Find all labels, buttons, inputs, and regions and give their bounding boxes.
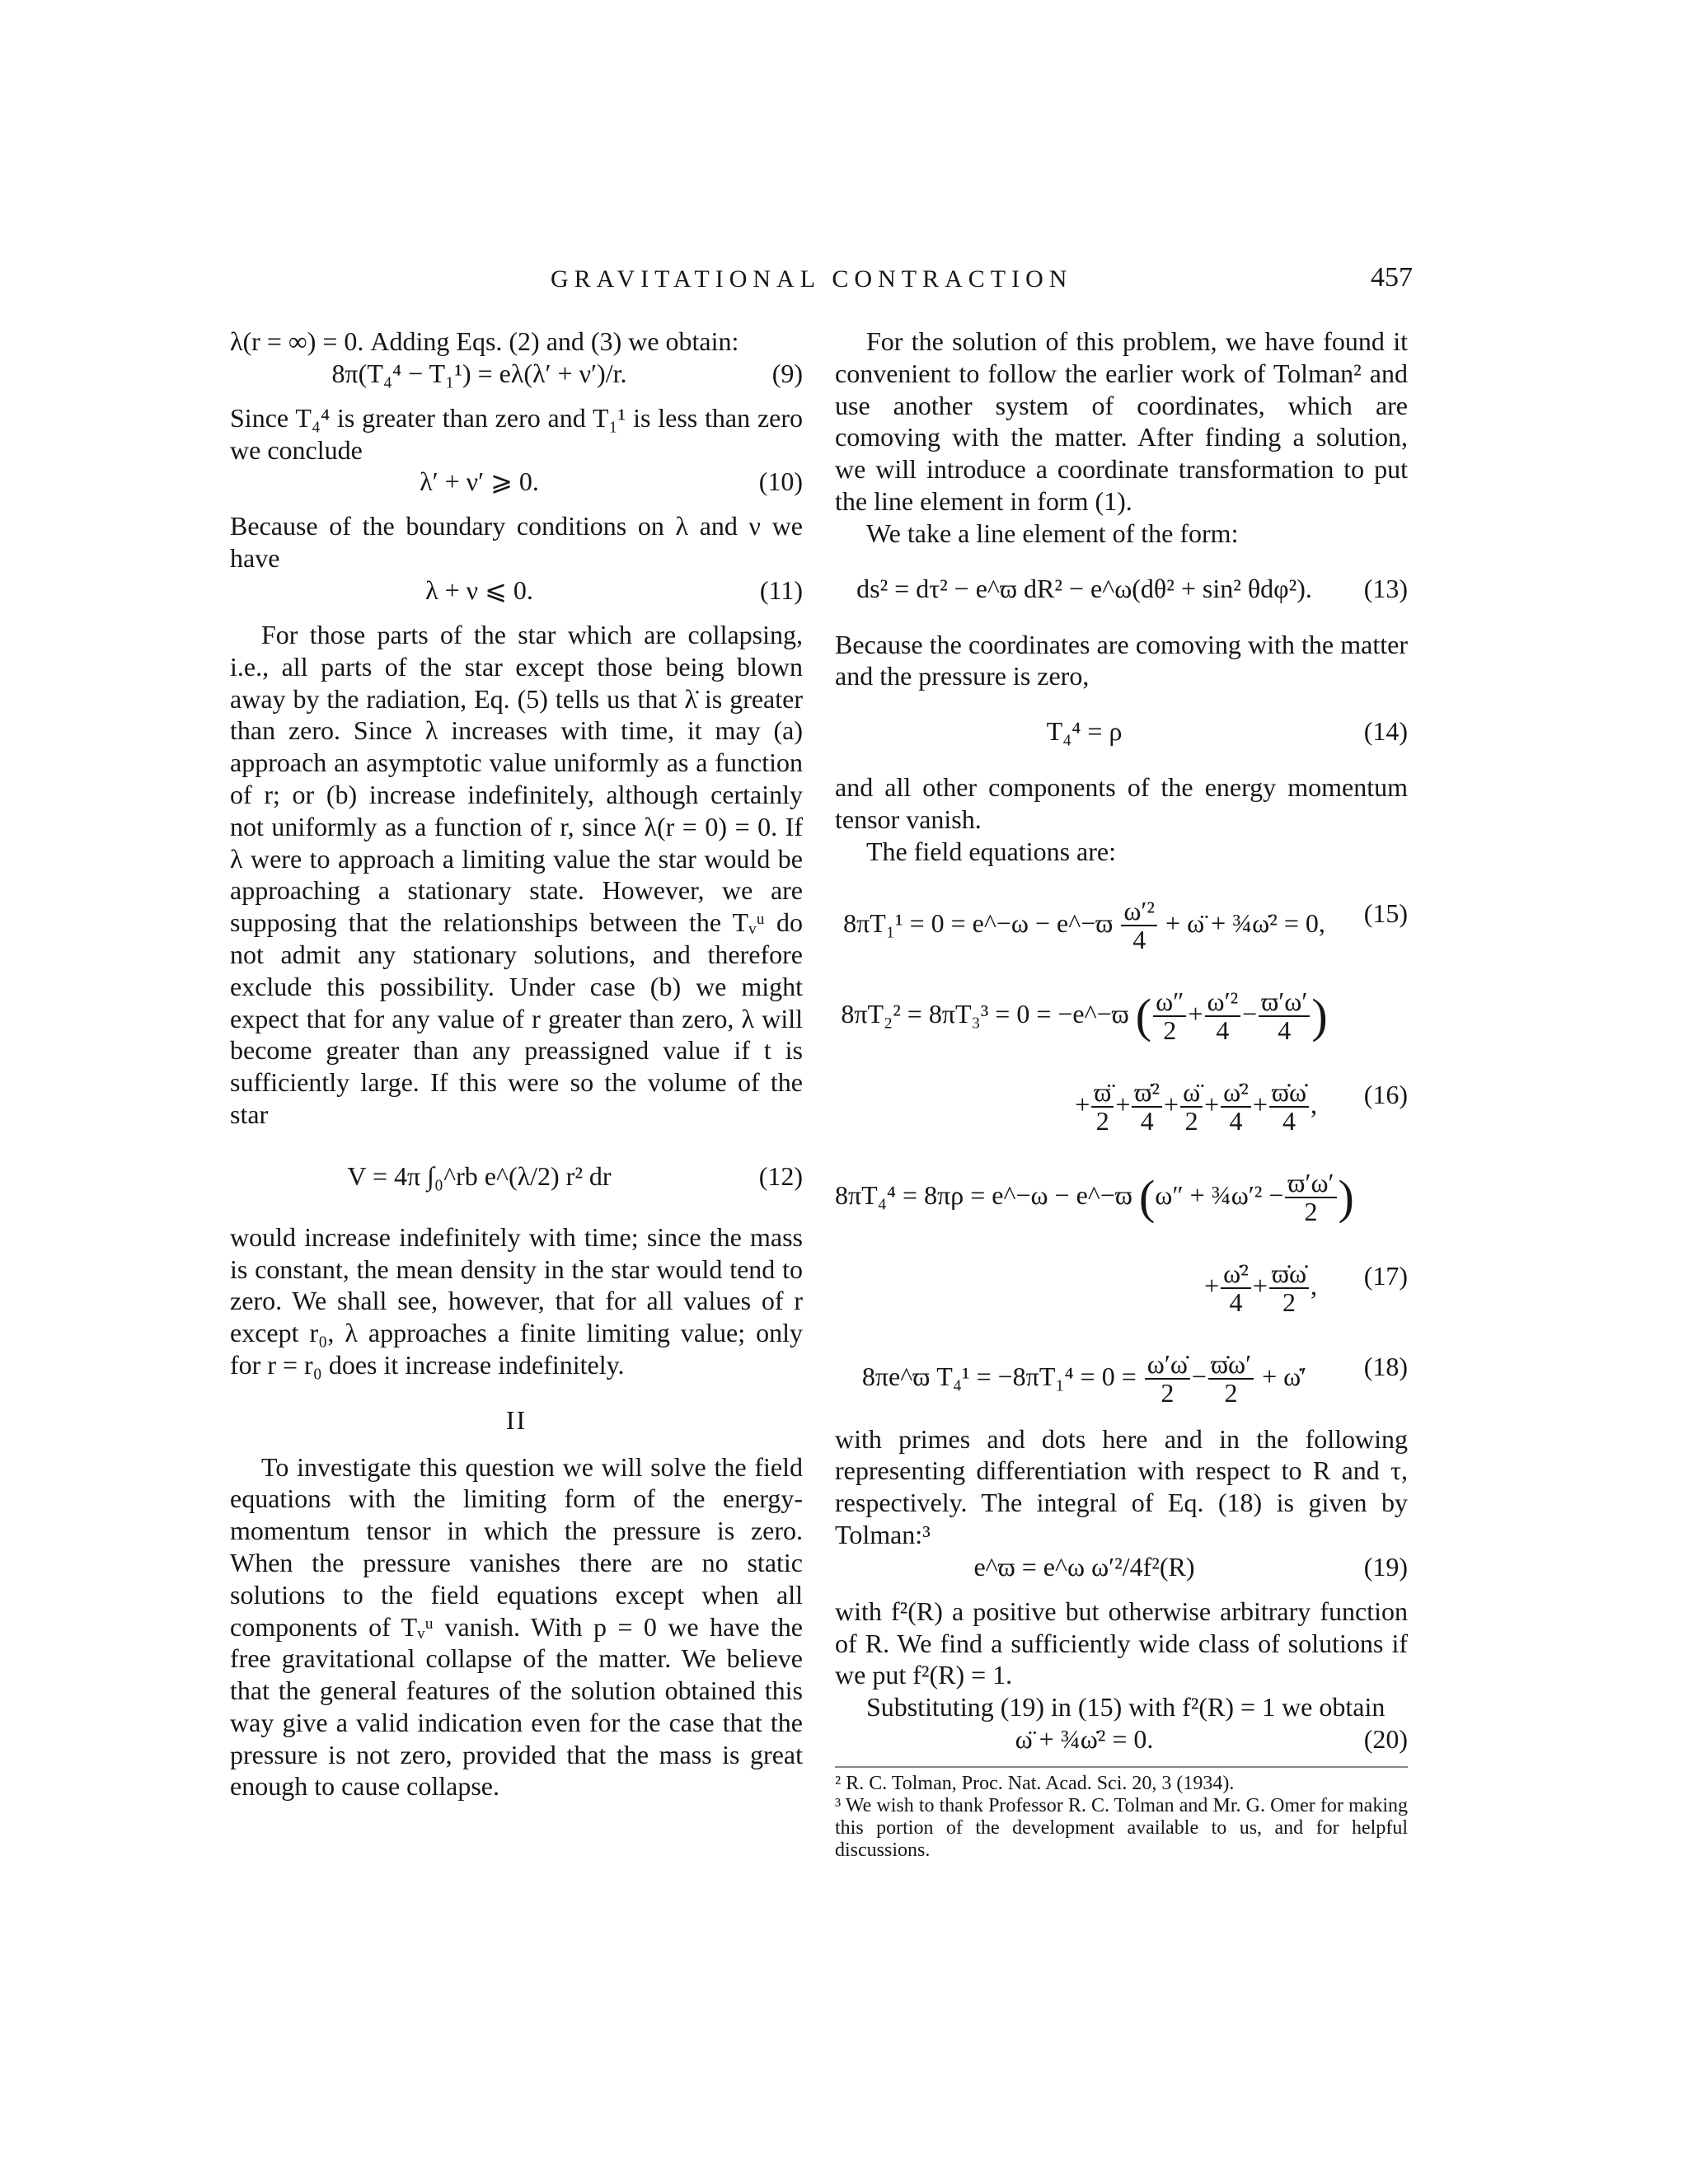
paragraph: Because the coordinates are comoving with the matter and the pressure is zero, — [835, 629, 1408, 691]
equation-body: e^ϖ = e^ω ω′²/4f²(R) — [973, 1551, 1195, 1582]
equation-body: + $\frac{\text{ω̇²}}{4}$ + $\frac{ϖ̇\omegȧ}{2}$ , — [1204, 1258, 1317, 1318]
fraction — [1205, 988, 1241, 1045]
paragraph: For the solution of this problem, we have found it convenient to follow the earlier work of Tolman² and use another system of coordinates, which are comoving with the matter. After finding a solution, we will introduce a coordinate transformation to put the line element in form (1). — [835, 326, 1408, 516]
equation-number: (12) — [758, 1160, 803, 1191]
page-number: 457 — [1371, 262, 1413, 293]
paragraph: For those parts of the star which are collapsing, i.e., all parts of the star except those being blown away by the radiation, Eq. (5) tells us that λ̇ is greater than zero. Since λ increases with time, it may (a) approach an asymptotic value uniformly as a function of r; or (b) increase indefinitely, although certainly not uniformly as a function of r, since λ(r = 0) = 0. If λ were to approach a limiting value the star would be approaching a stationary state. However, we are supposing that the relationships between the Tᵥᵘ do not admit any stationary solutions, and therefore exclude this possibility. Under case (b) we might expect that for any value of r greater than zero, λ will become greater than any preassigned value if t is sufficiently large. If this were so the volume of the star — [230, 619, 803, 1129]
denominator: 4 — [1229, 1106, 1243, 1137]
equation-number: (11) — [759, 574, 803, 605]
equation-number: (9) — [771, 358, 803, 388]
left-paren: ( — [1135, 988, 1152, 1043]
equation-18 — [835, 1321, 1408, 1412]
paragraph: We take a line element of the form: — [866, 518, 1239, 548]
equation-15 — [835, 868, 1408, 958]
numerator: ω̇² — [1221, 1079, 1251, 1108]
paragraph: with primes and dots here and in the following representing differentiation with respect to R and τ, respectively. The integral of Eq. (18) is given by Tolman:³ — [835, 1423, 1408, 1549]
paragraph: The field equations are: — [866, 836, 1116, 866]
equation-9 — [230, 358, 803, 391]
denominator: 2 — [1163, 1015, 1177, 1046]
fraction — [1145, 1348, 1190, 1408]
equation-rhs: + ω̇′ — [1262, 1361, 1307, 1391]
equation-12 — [230, 1131, 803, 1221]
equation-body: ω̈ + ¾ω̇² = 0. — [1015, 1723, 1154, 1754]
equation-lhs: 8πT₂² = 8πT₃³ = 0 = −e^−ϖ — [841, 998, 1129, 1029]
equation-20 — [835, 1723, 1408, 1756]
fraction — [1269, 1076, 1309, 1137]
denominator: 4 — [1278, 1015, 1292, 1046]
footnote-2: ² R. C. Tolman, Proc. Nat. Acad. Sci. 20, 3 (1934). — [835, 1773, 1235, 1794]
footnotes-final — [835, 1766, 1408, 1862]
fraction — [1285, 1169, 1336, 1226]
right-column — [835, 326, 1408, 1756]
equation-body: λ′ + ν′ ⩾ 0. — [420, 466, 539, 497]
equation-lhs: 8πT₄⁴ = 8πρ = e^−ω − e^−ϖ — [835, 1179, 1132, 1210]
paragraph: To investigate this question we will solve the field equations with the limiting form of the energy-momentum tensor in which the pressure is zero. When the pressure vanishes there are no static solutions to the field equations except when all components of Tᵥᵘ vanish. With p = 0 we have the free gravitational collapse of the matter. We believe that the general features of the solution obtained this way give a valid indication even for the case that the pressure is not zero, provided that the mass is great enough to cause collapse. — [230, 1451, 803, 1802]
equation-body: 8πT₂² = 8πT₃³ = 0 = −e^−ϖ ( $\frac{\omega''}{2}$ + $\frac{\text{ω′²}}{4}$ − $\frac{ϖ'\omega'}{4}$ ) — [841, 986, 1328, 1046]
footnote-3: ³ We wish to thank Professor R. C. Tolman and Mr. G. Omer for making this portion of the development available to us, and for helpful discussions. — [835, 1795, 1408, 1861]
equation-17-line-2 — [835, 1230, 1408, 1321]
equation-body: T₄⁴ = ρ — [1046, 716, 1123, 747]
equation-body: 8πe^ϖ T₄¹ = −8πT₁⁴ = 0 = $\frac{\omega'\omegȧ}{2}$ − $\frac{ϖ̇\omega'}{2}$ + ω̇′ — [861, 1348, 1307, 1408]
numerator: ω̇² — [1221, 1260, 1251, 1290]
equation-14 — [835, 692, 1408, 771]
running-head: GRAVITATIONAL CONTRACTION — [551, 265, 1073, 293]
denominator: 4 — [1140, 1106, 1154, 1137]
numerator: ω′ω̇ — [1145, 1351, 1190, 1380]
paragraph: and all other components of the energy momentum tensor vanish. — [835, 772, 1408, 834]
denominator: 2 — [1160, 1378, 1175, 1408]
paragraph: would increase indefinitely with time; since the mass is constant, the mean density in the star would tend to zero. We shall see, however, that for all values of r except r₀, λ approaches a finite limiting value; only for r = r₀ does it increase indefinitely. — [230, 1221, 803, 1380]
fraction — [1121, 895, 1157, 955]
fraction — [1091, 1076, 1114, 1137]
equation-number: (20) — [1363, 1723, 1408, 1754]
denominator: 2 — [1282, 1287, 1296, 1318]
equation-16-line-1 — [835, 958, 1408, 1049]
denominator: 2 — [1184, 1106, 1198, 1137]
numerator: ω′² — [1205, 988, 1241, 1018]
numerator: ω̈ — [1180, 1079, 1203, 1108]
fraction — [1221, 1076, 1251, 1137]
fraction — [1153, 988, 1186, 1045]
equation-number: (19) — [1363, 1551, 1408, 1582]
denominator: 4 — [1229, 1287, 1243, 1318]
left-paren: ( — [1138, 1169, 1156, 1224]
numerator: ϖ̇ω′ — [1208, 1351, 1254, 1380]
denominator: 2 — [1095, 1106, 1109, 1137]
right-paren: ) — [1311, 988, 1328, 1043]
numerator: ϖ̇ω̇ — [1269, 1079, 1309, 1108]
equation-number: (15) — [1363, 898, 1408, 928]
equation-17-line-1 — [835, 1140, 1408, 1230]
paragraph: Substituting (19) in (15) with f²(R) = 1 we obtain — [866, 1692, 1386, 1722]
numerator: ϖ′ω′ — [1259, 988, 1310, 1018]
paragraph: Since T₄⁴ is greater than zero and T₁¹ is less than zero we conclude — [230, 402, 803, 465]
equation-number: (18) — [1363, 1351, 1408, 1381]
equation-lhs: 8πe^ϖ T₄¹ = −8πT₁⁴ = 0 = — [861, 1361, 1137, 1391]
paragraph: λ(r = ∞) = 0. Adding Eqs. (2) and (3) we obtain: — [230, 326, 739, 356]
left-column — [230, 326, 803, 1802]
numerator: ϖ̇² — [1132, 1079, 1162, 1108]
fraction — [1221, 1260, 1251, 1317]
right-paren: ) — [1338, 1169, 1354, 1224]
section-heading: II — [505, 1404, 528, 1435]
equation-10 — [230, 466, 803, 499]
fraction — [1208, 1348, 1254, 1408]
equation-body: + $\frac{ϖ̈}{2}$ + $\frac{\text{ϖ̇²}}{4}$ + $\frac{\omegä}{2}$ + $\frac{\text{ω̇²}}{4}$ + $\frac{ϖ̇\omegȧ}{4}$ , — [1075, 1076, 1317, 1137]
equation-body: λ + ν ⩽ 0. — [425, 574, 533, 605]
denominator: 4 — [1132, 925, 1146, 955]
denominator: 4 — [1282, 1106, 1296, 1137]
numerator: ω′² — [1121, 898, 1157, 927]
paragraph: with f²(R) a positive but otherwise arbitrary function of R. We find a sufficiently wide class of solutions if we put f²(R) = 1. — [835, 1596, 1408, 1690]
equation-number: (16) — [1363, 1079, 1408, 1109]
equation-number: (10) — [758, 466, 803, 497]
equation-number: (14) — [1363, 716, 1408, 747]
equation-body: 8π(T₄⁴ − T₁¹) = eλ(λ′ + ν′)/r. — [331, 358, 627, 388]
numerator: ϖ̈ — [1091, 1079, 1114, 1108]
equation-number: (17) — [1363, 1260, 1408, 1291]
fraction — [1180, 1076, 1203, 1137]
equation-body — [835, 895, 1334, 955]
equation-11 — [230, 574, 803, 607]
equation-16-line-2 — [835, 1049, 1408, 1140]
numerator: ϖ̇ω̇ — [1269, 1260, 1309, 1290]
denominator: 2 — [1304, 1197, 1318, 1227]
equation-19 — [835, 1551, 1408, 1584]
equation-number: (13) — [1363, 573, 1408, 603]
numerator: ϖ′ω′ — [1285, 1169, 1336, 1199]
fraction — [1259, 988, 1310, 1045]
denominator: 4 — [1216, 1015, 1230, 1046]
paragraph: Because of the boundary conditions on λ and ν we have — [230, 511, 803, 574]
equation-13 — [835, 550, 1408, 629]
fraction — [1132, 1076, 1162, 1137]
equation-body — [835, 1167, 1354, 1227]
equation-inner: ω″ + ¾ω′² − — [1155, 1179, 1284, 1210]
denominator: 2 — [1224, 1378, 1238, 1408]
equation-body: ds² = dτ² − e^ϖ dR² − e^ω(dθ² + sin² θdφ²). — [856, 573, 1312, 603]
equation-body: V = 4π ∫₀^rb e^(λ/2) r² dr — [347, 1160, 612, 1191]
equation-lhs: 8πT₁¹ = 0 = e^−ω − e^−ϖ — [843, 907, 1114, 938]
equation-rhs: + ω̈ + ¾ω̇² = 0, — [1165, 907, 1325, 938]
numerator: ω″ — [1153, 988, 1186, 1018]
fraction — [1269, 1260, 1309, 1317]
